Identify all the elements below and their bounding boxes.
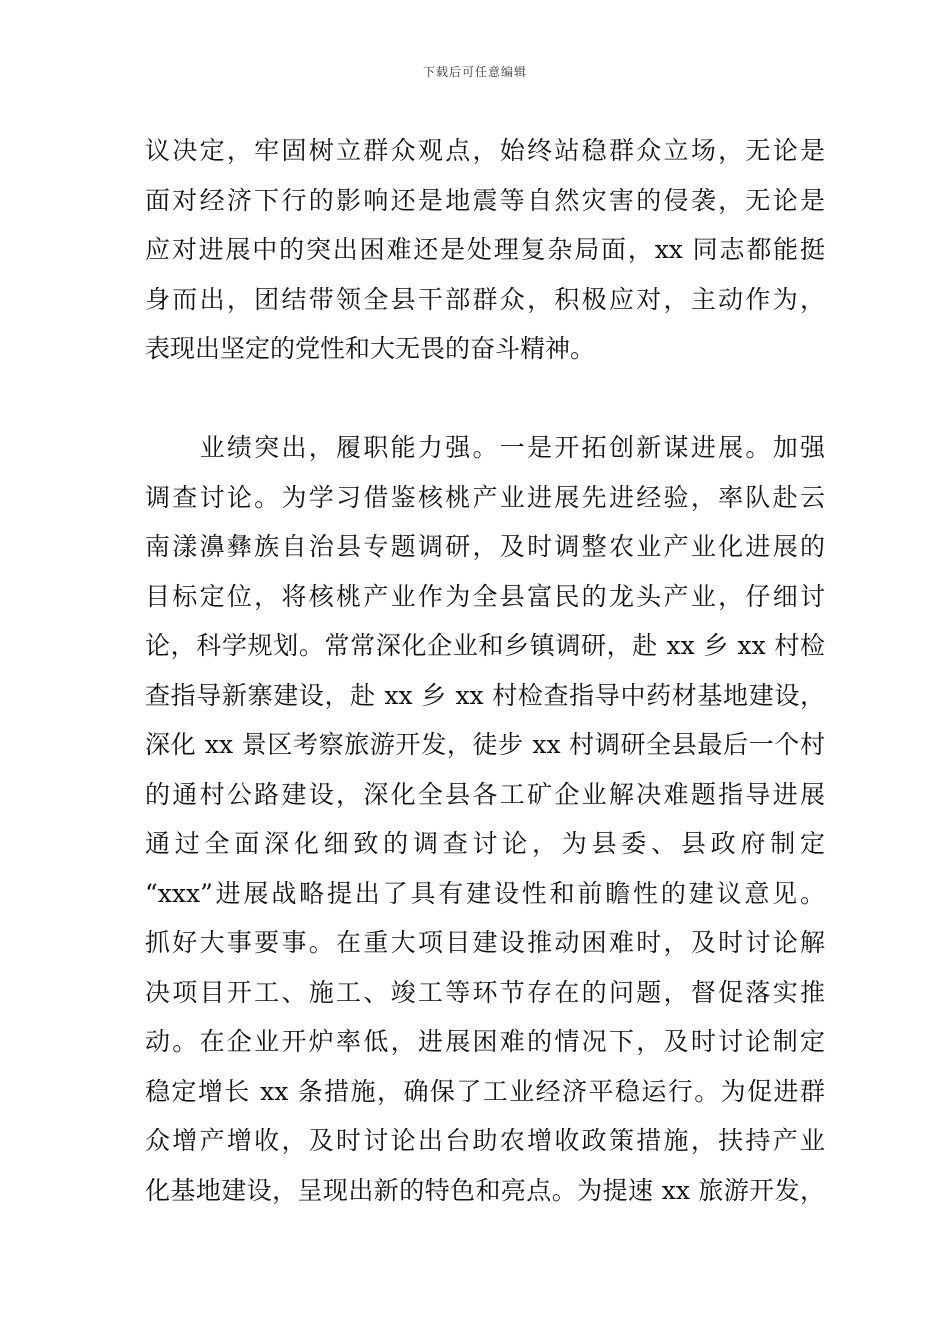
text-line: 应对进展中的突出困难还是处理复杂局面，xx 同志都能挺 bbox=[145, 235, 825, 264]
text-line: 的通村公路建设，深化全县各工矿企业解决难题指导进展 bbox=[145, 779, 825, 809]
text-line: 南漾濞彝族自治县专题调研，及时调整农业产业化进展的 bbox=[145, 532, 825, 561]
text-line: 动。在企业开炉率低，进展困难的情况下，及时讨论制定 bbox=[145, 1027, 825, 1056]
text-line: 论，科学规划。常常深化企业和乡镇调研，赴 xx 乡 xx 村检 bbox=[145, 631, 825, 660]
text-line: 调查讨论。为学习借鉴核桃产业进展先进经验，率队赴云 bbox=[145, 482, 825, 512]
text-line: 化基地建设，呈现出新的特色和亮点。为提速 xx 旅游开发， bbox=[145, 1175, 825, 1205]
text-line: 表现出坚定的党性和大无畏的奋斗精神。 bbox=[145, 334, 596, 363]
text-line: “xxx”进展战略提出了具有建设性和前瞻性的建议意见。 bbox=[145, 878, 825, 908]
text-line: 众增产增收，及时讨论出台助农增收政策措施，扶持产业 bbox=[145, 1126, 825, 1155]
text-line: 查指导新寨建设，赴 xx 乡 xx 村检查指导中药材基地建设， bbox=[145, 680, 825, 710]
text-line: 面对经济下行的影响还是地震等自然灾害的侵袭，无论是 bbox=[145, 185, 825, 215]
text-line: 稳定增长 xx 条措施，确保了工业经济平稳运行。为促进群 bbox=[145, 1076, 825, 1106]
page-header: 下载后可任意编辑 bbox=[422, 65, 527, 79]
document-body bbox=[145, 126, 825, 1215]
paragraph-1 bbox=[145, 126, 825, 374]
paragraph-gap bbox=[145, 374, 825, 424]
text-line: 深化 xx 景区考察旅游开发，徒步 xx 村调研全县最后一个村 bbox=[145, 730, 825, 759]
text-line: 议决定，牢固树立群众观点，始终站稳群众立场，无论是 bbox=[145, 136, 825, 165]
paragraph-2 bbox=[145, 423, 825, 1215]
text-line: 身而出，团结带领全县干部群众，积极应对，主动作为， bbox=[145, 284, 825, 314]
text-line: 目标定位，将核桃产业作为全县富民的龙头产业，仔细讨 bbox=[145, 581, 825, 611]
text-line: 决项目开工、施工、竣工等环节存在的问题，督促落实推 bbox=[145, 977, 825, 1007]
text-line: 抓好大事要事。在重大项目建设推动困难时，及时讨论解 bbox=[145, 928, 825, 957]
text-line: 业绩突出，履职能力强。一是开拓创新谋进展。加强 bbox=[145, 433, 825, 462]
text-line: 通过全面深化细致的调查讨论，为县委、县政府制定 bbox=[145, 829, 825, 858]
